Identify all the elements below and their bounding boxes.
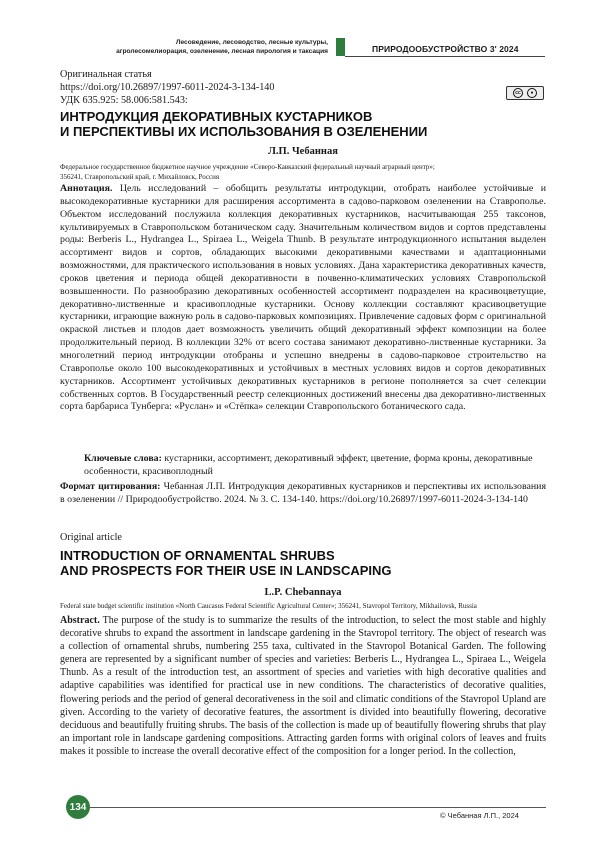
ru-affiliation-line1: Федеральное государственное бюджетное научное учреждение «Северо-Кавказский федеральный научный аграрный центр»; [60, 163, 435, 171]
en-author: L.P. Chebannaya [264, 587, 342, 598]
en-abstract [60, 614, 546, 758]
doi-link[interactable]: https://doi.org/10.26897/1997-6011-2024-3-134-140 [60, 82, 275, 93]
en-title-line2: AND PROSPECTS FOR THEIR USE IN LANDSCAPING [60, 563, 392, 578]
ru-title [60, 109, 427, 139]
ru-keywords-text: кустарники, ассортимент, декоративный эффект, цветение, форма кроны, декоративные особенности, красивоплодный [84, 453, 533, 477]
ru-abstract-label: Аннотация. [60, 183, 113, 194]
udc-code: УДК 635.925: 58.006:581.543: [60, 95, 188, 106]
en-affiliation: Federal state budget scientific institution «North Caucasus Federal Scientific Agricultural Center»; 356241, Stavropol Territory, Mikhailovsk, Russia [60, 602, 477, 610]
ru-keywords-label: Ключевые слова: [84, 453, 162, 464]
ru-keywords [84, 453, 546, 479]
citation-label: Формат цитирования: [60, 481, 161, 492]
article-type: Оригинальная статья [60, 69, 152, 80]
page-number: 134 [66, 795, 90, 819]
citation-text: Чебанная Л.П. Интродукция декоративных кустарников и перспективы их использования в озеленении // Природообустройство. 2024. № 3. С. 134-140. https://doi.org/10.26897/1997-6011-2024-3-134-140 [60, 481, 546, 505]
header-accent-bar [336, 38, 345, 56]
en-title [60, 548, 392, 578]
citation-format [60, 481, 546, 507]
cc-by-icon[interactable] [506, 86, 544, 100]
section-header-line1: Лесоведение, лесоводство, лесные культуры, [175, 39, 328, 46]
en-abstract-label: Abstract. [60, 615, 100, 626]
copyright: © Чебанная Л.П., 2024 [440, 811, 519, 820]
ru-abstract [60, 183, 546, 414]
ru-affiliation-line2: 356241, Ставропольский край, г. Михайловск, Россия [60, 173, 220, 181]
en-article-type: Original article [60, 532, 122, 543]
section-header-line2: агролесомелиорация, озеленение, лесная пирология и таксация [116, 48, 328, 55]
header-divider [345, 56, 545, 57]
en-abstract-text: The purpose of the study is to summarize the results of the introduction, to select the most stable and highly decorative shrubs to expand the assortment in landscape gardening in the Stavropol territory. The object of research was a collection of ornamental shrubs, numbering 255 taxa, cultivated in the Stavropol Botanical Garden. The following genera are represented by a significant number of species and varieties: Berberis L., Hydrangea L., Spiraea L., Weigela Thunb. As a result of the introduction test, an assortment of species and varieties with high decorative qualities and adaptive capabilities was identified for practical use in new conditions. The characteristics of decorative qualities, flowering periods and the period of general decorativeness in the soil and climatic conditions of the Stavropol Upland are given. According to the variety of decorative features, the assortment is divided into beautifully flowering, decorative deciduous and beautifully fruiting shrubs. The basis of the collection is made up of beautifully flowering shrubs that play an important role in landscape gardening compositions. Attracting garden forms with original colors of leaves and fruits makes it possible to increase the overall decorative effect of the composition for a longer period. In the collection, [60, 615, 546, 757]
ru-abstract-text: Цель исследований – обобщить результаты интродукции, отобрать наиболее устойчивые и высокодекоративные кустарники для расширения ассортимента в садово-парковом озеленении на Ставрополье. Объектом исследований послужила коллекция декоративных кустарников, насчитывающая 255 таксонов, культивируемых в Ставропольском ботаническом саду. Значительным количеством видов и сортов представлены роды: Berberis L., Hydrangea L., Spiraea L., Weigela Thunb. В результате интродукционного испытания выделен ассортимент видов и сортов, обладающих высокими декоративными качествами и адаптационными возможностями, для практического использования в новых условиях. Дана характеристика декоративных качеств, сроков цветения и периода общей декоративности в почвенно-климатических условиях Ставропольской возвышенности. По разнообразию декоративных особенностей ассортимент подразделен на красивоцветущие, декоративно-лиственные и красивоплодные кустарники. Основу коллекции составляют красивоцветущие кустарники, играющие важную роль в садово-парковых композициях. Привлечение садовых форм с оригинальной окраской листьев и плодов дает возможность увеличить общий декоративный эффект композиции на более продолжительный период. В коллекции 32% от всего состава занимают декоративно-лиственные кустарники. За многолетний период интродукции отобраны и успешно внедрены в садово-парковое строительство на Ставрополье около 100 высокодекоративных и устойчивых в местных условиях видов и сортов декоративных кустарников. Ассортимент устойчивых декоративных кустарников в регионе пополняется за счет селекции собственных сортов. В Государственный реестр селекционных достижений внесены два декоративно-лиственных сорта барбариса Тунберга: «Руслан» и «Стёпка» селекции Ставропольского ботанического сада. [60, 183, 546, 413]
ru-affiliation [60, 162, 546, 182]
en-title-line1: INTRODUCTION OF ORNAMENTAL SHRUBS [60, 548, 335, 563]
by-person-icon: ● [527, 88, 537, 98]
ru-title-line1: ИНТРОДУКЦИЯ ДЕКОРАТИВНЫХ КУСТАРНИКОВ [60, 109, 373, 124]
cc-icon: cc [513, 88, 523, 98]
footer-divider [90, 807, 546, 808]
ru-title-line2: И ПЕРСПЕКТИВЫ ИХ ИСПОЛЬЗОВАНИЯ В ОЗЕЛЕНЕНИИ [60, 124, 428, 139]
journal-name: ПРИРОДООБУСТРОЙСТВО 3' 2024 [372, 44, 519, 54]
section-header [60, 38, 328, 56]
ru-author: Л.П. Чебанная [268, 146, 338, 157]
